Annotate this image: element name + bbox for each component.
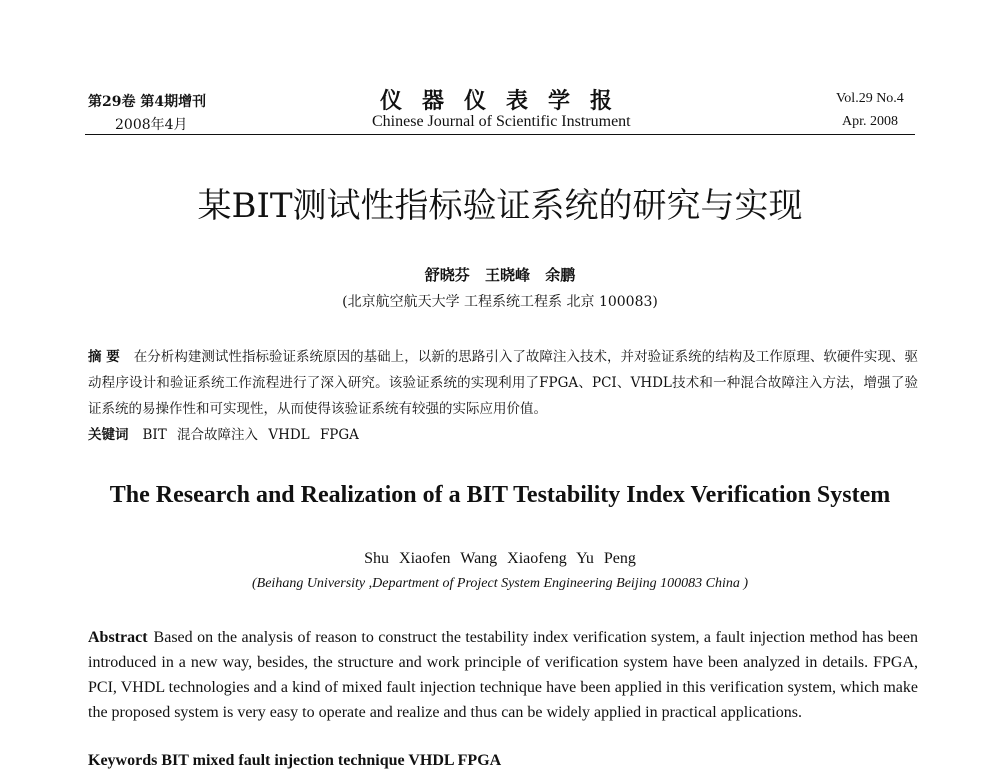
paper-title-en: The Research and Realization of a BIT Testability Index Verification System [109, 482, 891, 508]
header-rule [85, 134, 915, 135]
keywords-cn-text: BIT 混合故障注入 VHDL FPGA [142, 427, 359, 443]
keywords-cn [88, 423, 359, 443]
authors-en: Shu Xiaofen Wang Xiaofeng Yu Peng [364, 550, 636, 567]
abstract-cn [88, 344, 918, 422]
affiliation-en: (Beihang University ,Department of Project System Engineering Beijing 100083 China ) [252, 576, 748, 591]
keywords-en-cutoff: Keywords BIT mixed fault injection technique VHDL FPGA [88, 752, 502, 769]
volume-issue-cn: 第29卷 第4期增刊 [88, 94, 207, 110]
journal-title-en: Chinese Journal of Scientific Instrument [372, 113, 631, 130]
journal-title-cn: 仪器仪表学报 [380, 88, 633, 114]
keywords-cn-label: 关键词 [88, 427, 129, 443]
abstract-en-text: Based on the analysis of reason to construct the testability index verification system, a fault injection method has been introduced in a new way, besides, the structure and work principle of verification system have been analyzed in details. FPGA, PCI, VHDL technologies and a kind of mixed fault injection technique have been applied in this verification system, which make the proposed system is very easy to operate and realize and thus can be widely applied in practical applications. [88, 629, 918, 721]
affiliation-cn: (北京航空航天大学 工程系统工程系 北京 100083) [342, 294, 658, 310]
paper-title-cn: 某BIT测试性指标验证系统的研究与实现 [197, 186, 803, 226]
date-cn: 2008年4月 [115, 117, 188, 133]
abstract-cn-label: 摘 要 [88, 349, 120, 365]
abstract-en-label: Abstract [88, 629, 148, 646]
abstract-cn-text: 在分析构建测试性指标验证系统原因的基础上，以新的思路引入了故障注入技术，并对验证系统的结构及工作原理、软硬件实现、驱动程序设计和验证系统工作流程进行了深入研究。该验证系统的实现利用了FPGA、PCI、VHDL技术和一种混合故障注入方法，增强了验证系统的易操作性和可实现性，从而使得该验证系统有较强的实际应用价值。 [88, 349, 918, 417]
date-en: Apr. 2008 [842, 114, 898, 129]
abstract-en [88, 625, 918, 725]
authors-cn: 舒晓芬 王晓峰 余鹏 [424, 266, 576, 284]
volume-issue-en: Vol.29 No.4 [836, 91, 904, 106]
